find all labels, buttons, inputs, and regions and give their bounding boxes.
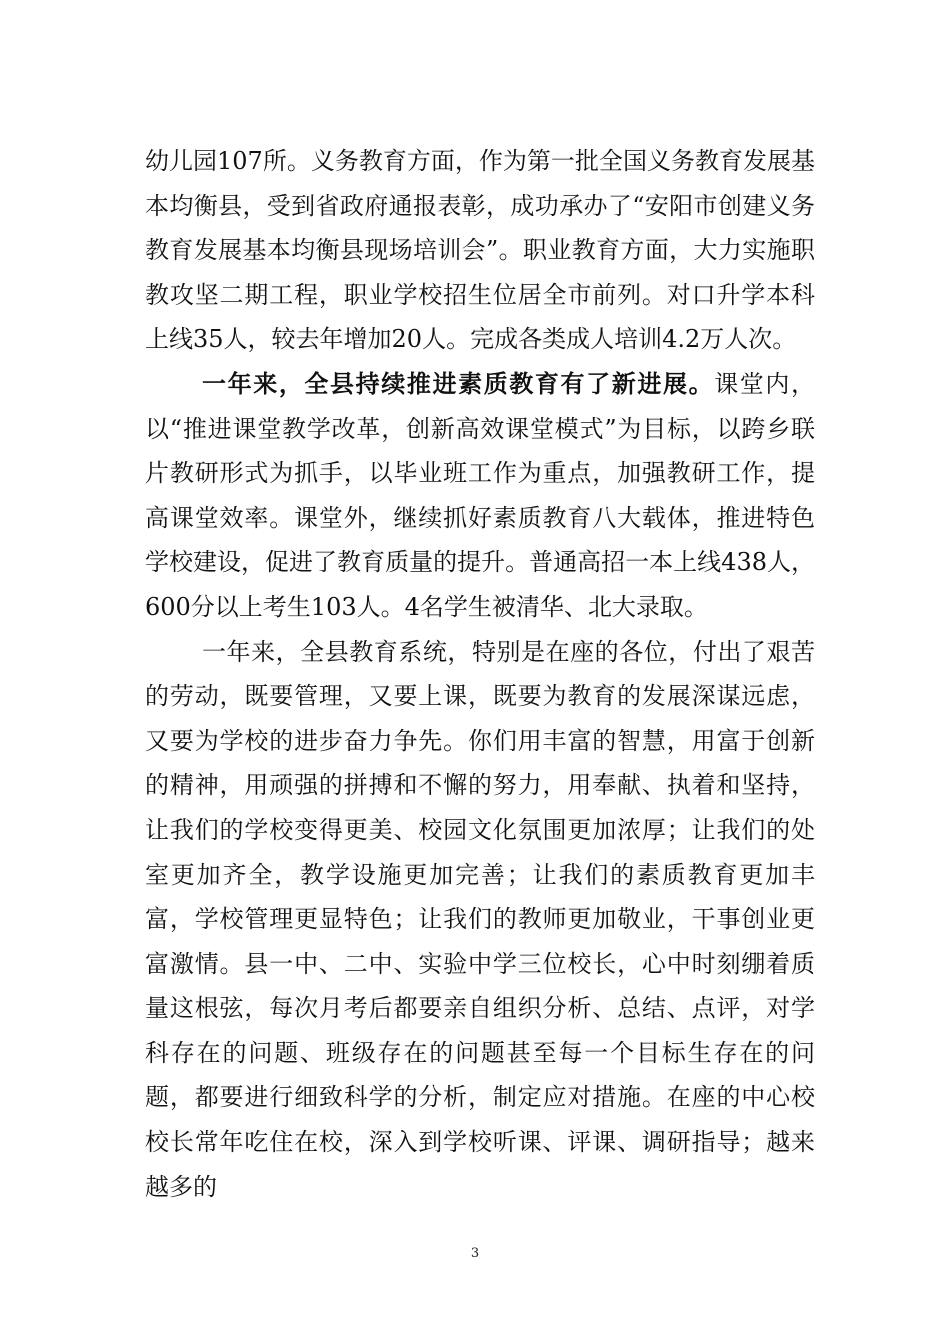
page-number: 3	[470, 1246, 480, 1261]
paragraph-2-body: 课堂内，以“推进课堂教学改革，创新高效课堂模式”为目标，以跨乡联片教研形式为抓手，以毕业班工作为重点，加强教研工作，提高课堂效率。课堂外，继续抓好素质教育八大载体，推进特色学校建设，促进了教育质量的提升。普通高招一本上线438人，600分以上考生103人。4名学生被清华、北大录取。	[145, 369, 816, 621]
paragraph-1: 幼儿园107所。义务教育方面，作为第一批全国义务教育发展基本均衡县，受到省政府通报表彰，成功承办了“安阳市创建义务教育发展基本均衡县现场培训会”。职业教育方面，大力实施职教攻坚二期工程，职业学校招生位居全市前列。对口升学本科上线35人，较去年增加20人。完成各类成人培训4.2万人次。	[145, 147, 815, 354]
document-body	[145, 139, 815, 1209]
paragraph-2-lead: 一年来，全县持续推进素质教育有了新进展。	[202, 368, 715, 398]
paragraph-2	[145, 362, 815, 630]
paragraph-3: 一年来，全县教育系统，特别是在座的各位，付出了艰苦的劳动，既要管理，又要上课，既要为教育的发展深谋远虑，又要为学校的进步奋力争先。你们用丰富的智慧，用富于创新的精神，用顽强的拼搏和不懈的努力，用奉献、执着和坚持，让我们的学校变得更美、校园文化氛围更加浓厚；让我们的处室更加齐全，教学设施更加完善；让我们的素质教育更加丰富，学校管理更显特色；让我们的教师更加敬业，干事创业更富激情。县一中、二中、实验中学三位校长，心中时刻绷着质量这根弦，每次月考后都要亲自组织分析、总结、点评，对学科存在的问题、班级存在的问题甚至每一个目标生存在的问题，都要进行细致科学的分析，制定应对措施。在座的中心校校长常年吃住在校，深入到学校听课、评课、调研指导；越来越多的	[145, 637, 815, 1201]
